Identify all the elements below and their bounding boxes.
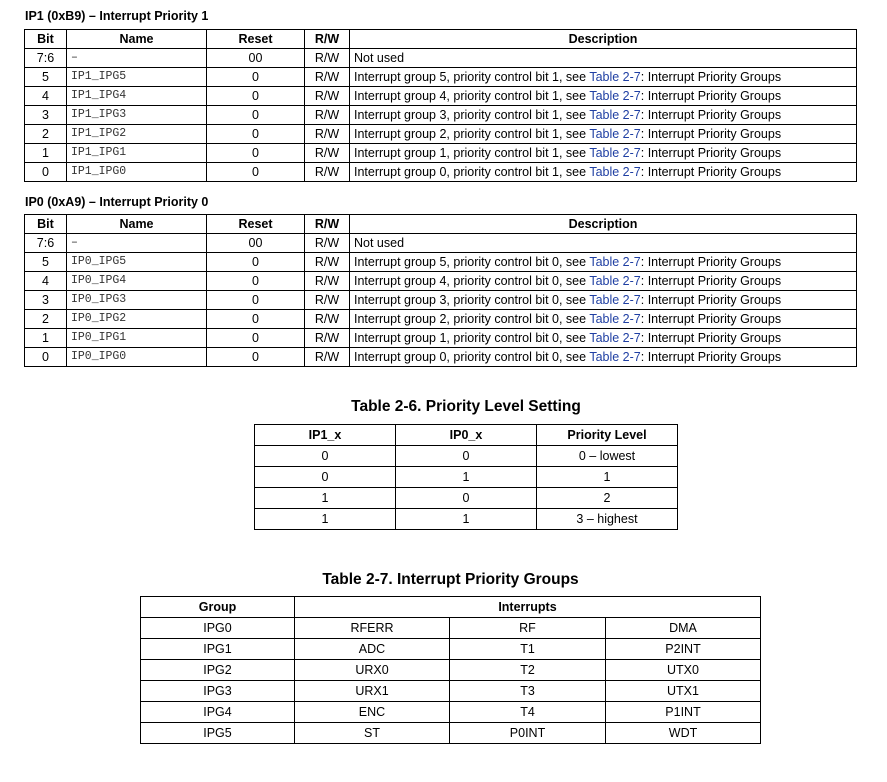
- reset-cell: 0: [207, 253, 305, 272]
- rw-cell: R/W: [305, 348, 350, 367]
- description-text: Interrupt group 0, priority control bit 0, see: [354, 350, 590, 364]
- table-header-row: [25, 30, 857, 49]
- group-cell: IPG1: [141, 639, 295, 660]
- table-row: [25, 253, 857, 272]
- description-tail: : Interrupt Priority Groups: [640, 108, 782, 122]
- reset-cell: 0: [207, 106, 305, 125]
- bit-cell: 3: [25, 291, 67, 310]
- description-tail: : Interrupt Priority Groups: [640, 146, 782, 160]
- rw-cell: R/W: [305, 49, 350, 68]
- description-tail: : Interrupt Priority Groups: [640, 165, 782, 179]
- group-cell: IPG3: [141, 681, 295, 702]
- description-text: Interrupt group 4, priority control bit 0, see: [354, 274, 590, 288]
- interrupt-cell: P2INT: [606, 639, 761, 660]
- description-cell: [350, 163, 857, 182]
- table-2-7-link[interactable]: Table 2-7: [589, 89, 641, 103]
- column-header-ip0x: IP0_x: [396, 425, 537, 446]
- interrupt-groups-table: [140, 596, 761, 744]
- description-cell: [350, 106, 857, 125]
- description-cell: [350, 234, 857, 253]
- field-name-cell: –: [67, 49, 207, 68]
- ip1x-cell: 0: [255, 446, 396, 467]
- table-header-row: [141, 597, 761, 618]
- interrupt-cell: WDT: [606, 723, 761, 744]
- table-row: [25, 310, 857, 329]
- table-row: [25, 125, 857, 144]
- column-header-priority-level: Priority Level: [537, 425, 678, 446]
- column-header-group: Group: [141, 597, 295, 618]
- field-name-cell: IP1_IPG1: [67, 144, 207, 163]
- rw-cell: R/W: [305, 106, 350, 125]
- priority-level-cell: 0 – lowest: [537, 446, 678, 467]
- column-header-description: Description: [350, 30, 857, 49]
- ip1-register-table: [24, 29, 857, 182]
- description-cell: [350, 348, 857, 367]
- interrupt-cell: T3: [450, 681, 606, 702]
- ip0-register-table: [24, 214, 857, 367]
- table-row: [255, 446, 678, 467]
- group-cell: IPG2: [141, 660, 295, 681]
- rw-cell: R/W: [305, 272, 350, 291]
- description-cell: [350, 68, 857, 87]
- group-cell: IPG5: [141, 723, 295, 744]
- description-text: Interrupt group 5, priority control bit 0, see: [354, 255, 590, 269]
- field-name-cell: IP0_IPG5: [67, 253, 207, 272]
- description-tail: : Interrupt Priority Groups: [640, 89, 782, 103]
- table-2-7-link[interactable]: Table 2-7: [589, 127, 641, 141]
- reset-cell: 0: [207, 329, 305, 348]
- description-cell: [350, 291, 857, 310]
- column-header-rw: R/W: [305, 215, 350, 234]
- priority-table-caption: Table 2-6. Priority Level Setting: [351, 398, 581, 415]
- description-tail: : Interrupt Priority Groups: [640, 274, 782, 288]
- description-tail: : Interrupt Priority Groups: [640, 312, 782, 326]
- reset-cell: 0: [207, 68, 305, 87]
- bit-cell: 0: [25, 163, 67, 182]
- field-name-cell: IP1_IPG4: [67, 87, 207, 106]
- reset-cell: 0: [207, 348, 305, 367]
- description-text: Interrupt group 2, priority control bit 1, see: [354, 127, 590, 141]
- priority-level-cell: 3 – highest: [537, 509, 678, 530]
- description-cell: [350, 310, 857, 329]
- field-name-cell: IP1_IPG5: [67, 68, 207, 87]
- table-2-7-link[interactable]: Table 2-7: [589, 312, 641, 326]
- ip1x-cell: 1: [255, 488, 396, 509]
- field-name-cell: IP0_IPG1: [67, 329, 207, 348]
- description-tail: : Interrupt Priority Groups: [640, 331, 782, 345]
- field-name-cell: IP0_IPG4: [67, 272, 207, 291]
- rw-cell: R/W: [305, 125, 350, 144]
- description-text: Interrupt group 3, priority control bit 1, see: [354, 108, 590, 122]
- table-header-row: [25, 215, 857, 234]
- description-tail: : Interrupt Priority Groups: [640, 70, 782, 84]
- table-row: [25, 87, 857, 106]
- table-2-7-link[interactable]: Table 2-7: [589, 108, 641, 122]
- column-header-description: Description: [350, 215, 857, 234]
- rw-cell: R/W: [305, 291, 350, 310]
- table-2-7-link[interactable]: Table 2-7: [589, 165, 641, 179]
- description-tail: : Interrupt Priority Groups: [640, 255, 782, 269]
- description-text: Interrupt group 0, priority control bit 1, see: [354, 165, 590, 179]
- ip0x-cell: 0: [396, 488, 537, 509]
- interrupt-cell: UTX1: [606, 681, 761, 702]
- table-header-row: [255, 425, 678, 446]
- interrupt-cell: URX0: [295, 660, 450, 681]
- table-row: [25, 348, 857, 367]
- column-header-interrupts: Interrupts: [295, 597, 761, 618]
- description-text: Interrupt group 3, priority control bit 0, see: [354, 293, 590, 307]
- column-header-ip1x: IP1_x: [255, 425, 396, 446]
- table-row: [141, 723, 761, 744]
- ip1-title: IP1 (0xB9) – Interrupt Priority 1: [25, 9, 209, 23]
- table-row: [25, 144, 857, 163]
- priority-level-cell: 1: [537, 467, 678, 488]
- rw-cell: R/W: [305, 234, 350, 253]
- column-header-reset: Reset: [207, 215, 305, 234]
- table-row: [25, 272, 857, 291]
- reset-cell: 0: [207, 144, 305, 163]
- table-row: [25, 68, 857, 87]
- column-header-bit: Bit: [25, 30, 67, 49]
- table-row: [25, 329, 857, 348]
- description-cell: [350, 49, 857, 68]
- reset-cell: 0: [207, 163, 305, 182]
- interrupt-cell: T1: [450, 639, 606, 660]
- field-name-cell: IP1_IPG3: [67, 106, 207, 125]
- description-text: Interrupt group 1, priority control bit 1, see: [354, 146, 590, 160]
- description-cell: [350, 144, 857, 163]
- field-name-cell: IP0_IPG3: [67, 291, 207, 310]
- table-2-7-link[interactable]: Table 2-7: [589, 70, 641, 84]
- table-row: [255, 467, 678, 488]
- group-cell: IPG0: [141, 618, 295, 639]
- field-name-cell: IP1_IPG0: [67, 163, 207, 182]
- rw-cell: R/W: [305, 87, 350, 106]
- bit-cell: 2: [25, 125, 67, 144]
- table-2-7-link[interactable]: Table 2-7: [589, 331, 641, 345]
- table-row: [255, 488, 678, 509]
- description-cell: [350, 125, 857, 144]
- ip0-title: IP0 (0xA9) – Interrupt Priority 0: [25, 195, 209, 209]
- reset-cell: 00: [207, 234, 305, 253]
- ip0x-cell: 1: [396, 509, 537, 530]
- description-tail: : Interrupt Priority Groups: [640, 350, 782, 364]
- table-row: [141, 702, 761, 723]
- description-text: Not used: [354, 51, 405, 65]
- rw-cell: R/W: [305, 329, 350, 348]
- rw-cell: R/W: [305, 144, 350, 163]
- bit-cell: 4: [25, 272, 67, 291]
- table-row: [25, 291, 857, 310]
- table-2-7-link[interactable]: Table 2-7: [589, 350, 641, 364]
- reset-cell: 0: [207, 87, 305, 106]
- field-name-cell: IP0_IPG2: [67, 310, 207, 329]
- table-row: [25, 106, 857, 125]
- interrupt-cell: T4: [450, 702, 606, 723]
- bit-cell: 1: [25, 144, 67, 163]
- table-row: [255, 509, 678, 530]
- reset-cell: 00: [207, 49, 305, 68]
- table-2-7-link[interactable]: Table 2-7: [589, 255, 641, 269]
- group-cell: IPG4: [141, 702, 295, 723]
- table-row: [141, 618, 761, 639]
- priority-level-cell: 2: [537, 488, 678, 509]
- table-row: [141, 681, 761, 702]
- bit-cell: 3: [25, 106, 67, 125]
- reset-cell: 0: [207, 272, 305, 291]
- rw-cell: R/W: [305, 310, 350, 329]
- bit-cell: 2: [25, 310, 67, 329]
- rw-cell: R/W: [305, 253, 350, 272]
- bit-cell: 0: [25, 348, 67, 367]
- description-cell: [350, 253, 857, 272]
- table-row: [25, 49, 857, 68]
- interrupt-cell: URX1: [295, 681, 450, 702]
- bit-cell: 5: [25, 253, 67, 272]
- description-text: Interrupt group 1, priority control bit 0, see: [354, 331, 590, 345]
- table-row: [25, 163, 857, 182]
- column-header-bit: Bit: [25, 215, 67, 234]
- description-cell: [350, 329, 857, 348]
- rw-cell: R/W: [305, 68, 350, 87]
- description-tail: : Interrupt Priority Groups: [640, 127, 782, 141]
- ip0x-cell: 0: [396, 446, 537, 467]
- ip0x-cell: 1: [396, 467, 537, 488]
- bit-cell: 7:6: [25, 49, 67, 68]
- description-text: Interrupt group 4, priority control bit 1, see: [354, 89, 590, 103]
- description-tail: : Interrupt Priority Groups: [640, 293, 782, 307]
- table-2-7-link[interactable]: Table 2-7: [589, 146, 641, 160]
- reset-cell: 0: [207, 125, 305, 144]
- interrupt-cell: RFERR: [295, 618, 450, 639]
- description-text: Interrupt group 2, priority control bit 0, see: [354, 312, 590, 326]
- table-row: [141, 660, 761, 681]
- bit-cell: 5: [25, 68, 67, 87]
- bit-cell: 7:6: [25, 234, 67, 253]
- reset-cell: 0: [207, 291, 305, 310]
- interrupt-cell: ST: [295, 723, 450, 744]
- interrupt-cell: T2: [450, 660, 606, 681]
- description-cell: [350, 272, 857, 291]
- description-cell: [350, 87, 857, 106]
- interrupt-cell: ADC: [295, 639, 450, 660]
- field-name-cell: IP1_IPG2: [67, 125, 207, 144]
- ip1x-cell: 1: [255, 509, 396, 530]
- interrupt-cell: P0INT: [450, 723, 606, 744]
- bit-cell: 4: [25, 87, 67, 106]
- table-2-7-link[interactable]: Table 2-7: [589, 293, 641, 307]
- description-text: Not used: [354, 236, 405, 250]
- interrupt-cell: RF: [450, 618, 606, 639]
- field-name-cell: –: [67, 234, 207, 253]
- table-2-7-link[interactable]: Table 2-7: [589, 274, 641, 288]
- table-row: [141, 639, 761, 660]
- interrupt-cell: ENC: [295, 702, 450, 723]
- priority-level-table: [254, 424, 678, 530]
- field-name-cell: IP0_IPG0: [67, 348, 207, 367]
- description-text: Interrupt group 5, priority control bit 1, see: [354, 70, 590, 84]
- interrupt-cell: DMA: [606, 618, 761, 639]
- bit-cell: 1: [25, 329, 67, 348]
- table-row: [25, 234, 857, 253]
- column-header-name: Name: [67, 30, 207, 49]
- interrupt-cell: UTX0: [606, 660, 761, 681]
- column-header-reset: Reset: [207, 30, 305, 49]
- rw-cell: R/W: [305, 163, 350, 182]
- interrupt-cell: P1INT: [606, 702, 761, 723]
- ip1x-cell: 0: [255, 467, 396, 488]
- groups-table-caption: Table 2-7. Interrupt Priority Groups: [322, 571, 579, 588]
- reset-cell: 0: [207, 310, 305, 329]
- column-header-rw: R/W: [305, 30, 350, 49]
- column-header-name: Name: [67, 215, 207, 234]
